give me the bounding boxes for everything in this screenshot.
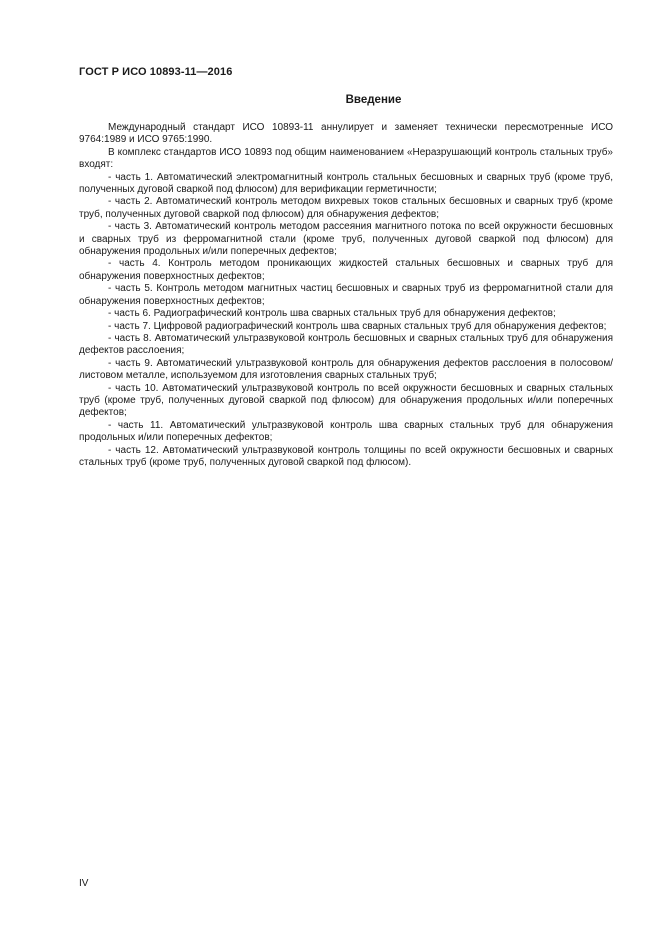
list-item-part-8: - часть 8. Автоматический ультразвуковой контроль бесшовных и сварных стальных труб для обнаружения дефектов расслоения; xyxy=(79,332,613,357)
section-title: Введение xyxy=(345,94,402,106)
list-item-part-11: - часть 11. Автоматический ультразвуковой контроль шва сварных стальных труб для обнаружения продольных и/или поперечных дефектов; xyxy=(79,419,613,444)
list-item-part-5: - часть 5. Контроль методом магнитных частиц бесшовных и сварных труб из ферромагнитной стали для обнаружения поверхностных дефектов; xyxy=(79,283,613,307)
paragraph-series: В комплекс стандартов ИСО 10893 под общим наименованием «Неразрушающий контроль стальных труб» входят: xyxy=(79,146,613,171)
list-item-part-2: - часть 2. Автоматический контроль методом вихревых токов стальных бесшовных и сварных труб (кроме труб, полученных дуговой сваркой под флюсом) для обнаружения дефектов; xyxy=(79,196,613,220)
list-item-part-10: - часть 10. Автоматический ультразвуковой контроль по всей окружности бесшовных и сварных стальных труб (кроме труб, полученных дуговой сваркой под флюсом) для обнаружения продольных и/или поперечных дефектов; xyxy=(79,382,613,419)
paragraph-intro: Международный стандарт ИСО 10893-11 аннулирует и заменяет технически пересмотренные ИСО 9764:1989 и ИСО 9765:1990. xyxy=(79,122,613,146)
list-item-part-1: - часть 1. Автоматический электромагнитный контроль стальных бесшовных и сварных труб (кроме труб, полученных дуговой сваркой под флюсом) для верификации герметичности; xyxy=(79,171,613,196)
list-item-part-6: - часть 6. Радиографический контроль шва сварных стальных труб для обнаружения дефектов; xyxy=(108,308,556,320)
document-standard-header: ГОСТ Р ИСО 10893-11—2016 xyxy=(79,66,233,78)
page-number: IV xyxy=(79,878,89,889)
list-item-part-3: - часть 3. Автоматический контроль методом рассеяния магнитного потока по всей окружности бесшовных и сварных труб из ферромагнитной стали (кроме труб, полученных дуговой сваркой под флюсом) для обнаружения продольных и/или поперечных дефектов; xyxy=(79,221,613,258)
document-body xyxy=(79,122,613,469)
list-item-part-12: - часть 12. Автоматический ультразвуковой контроль толщины по всей окружности бесшовных и сварных стальных труб (кроме труб, полученных дуговой сваркой под флюсом). xyxy=(79,444,613,468)
list-item-part-7: - часть 7. Цифровой радиографический контроль шва сварных стальных труб для обнаружения дефектов; xyxy=(108,320,607,332)
list-item-part-9: - часть 9. Автоматический ультразвуковой контроль для обнаружения дефектов расслоения в полосовом/листовом металле, используемом для изготовления сварных стальных труб; xyxy=(79,357,613,382)
list-item-part-4: - часть 4. Контроль методом проникающих жидкостей стальных бесшовных и сварных труб для обнаружения поверхностных дефектов; xyxy=(79,258,613,282)
